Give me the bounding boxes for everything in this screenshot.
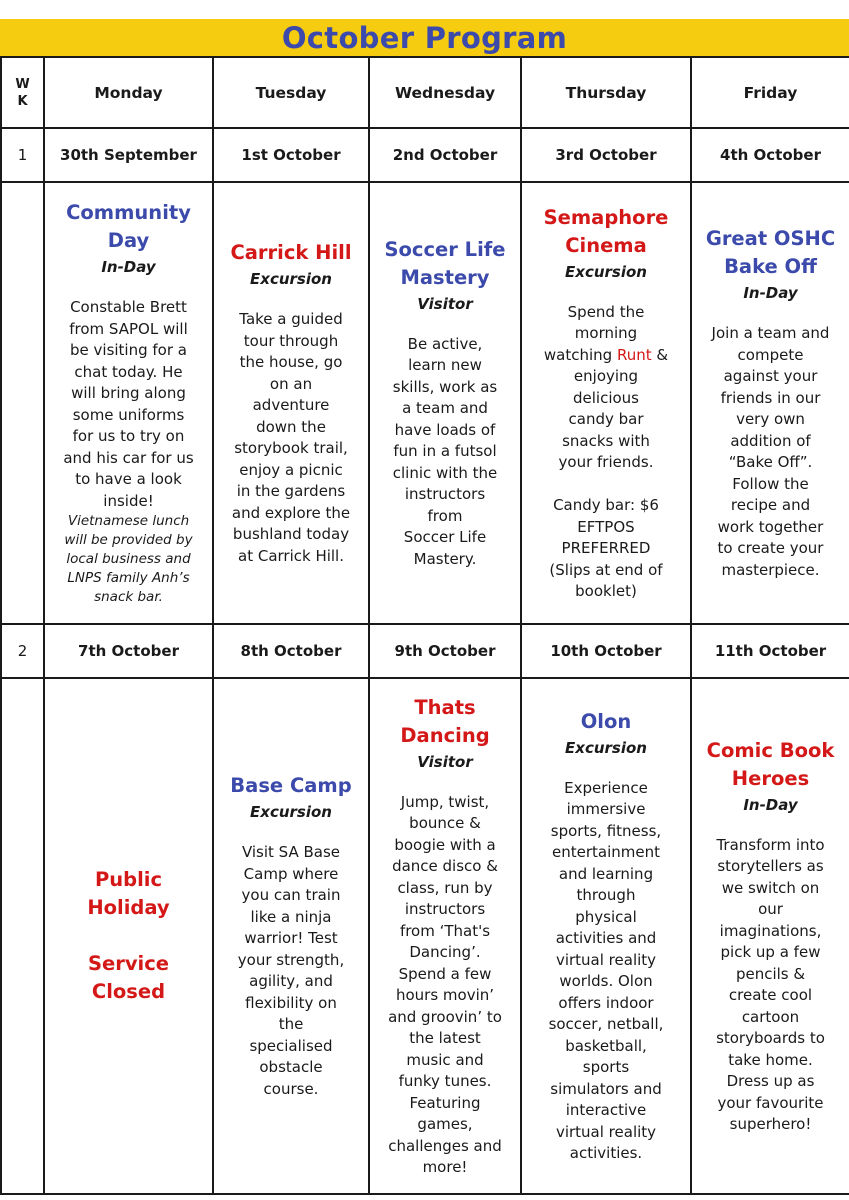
week-number: 1	[1, 128, 44, 182]
activity-cell	[521, 678, 691, 1194]
activity-title: Community Day	[66, 201, 191, 252]
candy-bar-info: Candy bar: $6	[553, 496, 659, 514]
date-cell: 4th October	[691, 128, 849, 182]
activity-description: Transform into storytellers as we switch on our imaginations, pick up a few pencils & create cool cartoon storyboards to take home. Dress up as your favourite superhero!	[716, 835, 825, 1133]
week-spacer	[1, 182, 44, 624]
page-title: October Program	[281, 20, 568, 55]
candy-bar-info: booklet)	[575, 582, 637, 600]
activity-title: Semaphore Cinema	[543, 205, 669, 257]
activity-cell	[691, 182, 849, 624]
activity-title: Soccer Life Mastery	[384, 237, 506, 289]
week-2-date-row	[1, 624, 849, 678]
movie-name: Runt	[616, 345, 652, 364]
activity-description: Constable Brett from SAPOL will be visiting for a chat today. He will bring along some uniforms for us to try on and his car for us to have a look inside!	[63, 298, 194, 510]
week-1-date-row	[1, 128, 849, 182]
activity-description: Take a guided tour through the house, go on an adventure down the storybook trail, enjoy a picnic in the gardens and explore the bushland today at Carrick Hill.	[231, 310, 351, 565]
week-1-activity-row	[1, 182, 849, 624]
day-header-wednesday: Wednesday	[369, 57, 521, 128]
activity-description: Be active, learn new skills, work as a team and have loads of fun in a futsol clinic with the instructors from Soccer Life Mastery.	[392, 334, 498, 568]
week-header: W K	[1, 57, 44, 128]
candy-bar-info: EFTPOS	[577, 517, 635, 536]
header-row	[1, 57, 849, 128]
activity-cell	[44, 182, 213, 624]
activity-title: Base Camp	[230, 774, 352, 797]
date-cell: 30th September	[44, 128, 213, 182]
activity-cell	[369, 678, 521, 1194]
date-cell: 8th October	[213, 624, 369, 678]
activity-title: Great OSHC Bake Off	[705, 227, 836, 278]
activity-cell	[691, 678, 849, 1194]
activity-cell	[369, 182, 521, 624]
candy-bar-info: (Slips at end of	[549, 560, 663, 579]
week-number: 2	[1, 624, 44, 678]
week-spacer	[1, 678, 44, 1194]
holiday-label: Public Holiday Service Closed	[87, 868, 170, 1003]
activity-cell	[213, 678, 369, 1194]
activity-type: Excursion	[565, 262, 647, 281]
day-header-monday: Monday	[44, 57, 213, 128]
date-cell: 3rd October	[521, 128, 691, 182]
holiday-cell	[44, 678, 213, 1194]
date-cell: 11th October	[691, 624, 849, 678]
activity-cell	[213, 182, 369, 624]
activity-type: Excursion	[250, 803, 332, 821]
lunch-note: Vietnamese lunch will be provided by local business and LNPS family Anh’s snack bar.	[64, 513, 193, 605]
date-cell: 2nd October	[369, 128, 521, 182]
activity-type: In-Day	[743, 284, 798, 302]
activity-type: Excursion	[250, 270, 332, 288]
activity-cell-cinema	[521, 182, 691, 624]
activity-title: Thats Dancing	[400, 695, 490, 747]
activity-type: Visitor	[417, 752, 473, 771]
day-header-friday: Friday	[691, 57, 849, 128]
week-2-activity-row	[1, 678, 849, 1194]
activity-title: Comic Book Heroes	[706, 738, 835, 790]
activity-type: In-Day	[101, 258, 156, 276]
activity-description: Spend the morning watching Runt & enjoying delicious candy bar snacks with your friends. Candy bar: $6 EFTPOS PREFERRED (Slips at end of booklet)	[522, 302, 690, 603]
activity-type: In-Day	[743, 795, 798, 814]
day-header-tuesday: Tuesday	[213, 57, 369, 128]
date-cell: 10th October	[521, 624, 691, 678]
activity-description: Jump, twist, bounce & boogie with a dance disco & class, run by instructors from ‘That's Dancing’. Spend a few hours movin’ and groovin’ to the latest music and funky tunes. Featuring games, challenges and more!	[388, 792, 502, 1176]
activity-description: Visit SA Base Camp where you can train like a ninja warrior! Test your strength, agility, and flexibility on the specialised obstacle course.	[237, 843, 345, 1098]
activity-description: Experience immersive sports, fitness, entertainment and learning through physical activities and virtual reality worlds. Olon offers indoor soccer, netball, basketball, sports simulators and interactive virtual reality activities.	[548, 778, 664, 1162]
program-table	[0, 56, 849, 1195]
date-cell: 7th October	[44, 624, 213, 678]
activity-type: Visitor	[417, 294, 473, 313]
activity-title: Carrick Hill	[230, 241, 352, 264]
date-cell: 9th October	[369, 624, 521, 678]
date-cell: 1st October	[213, 128, 369, 182]
activity-title: Olon	[580, 709, 632, 733]
candy-bar-info: PREFERRED	[561, 539, 651, 557]
activity-type: Excursion	[565, 738, 647, 757]
day-header-thursday: Thursday	[521, 57, 691, 128]
activity-description: Join a team and compete against your friends in our very own addition of “Bake Off”. Follow the recipe and work together to create your masterpiece.	[711, 324, 830, 579]
title-banner	[0, 19, 849, 56]
